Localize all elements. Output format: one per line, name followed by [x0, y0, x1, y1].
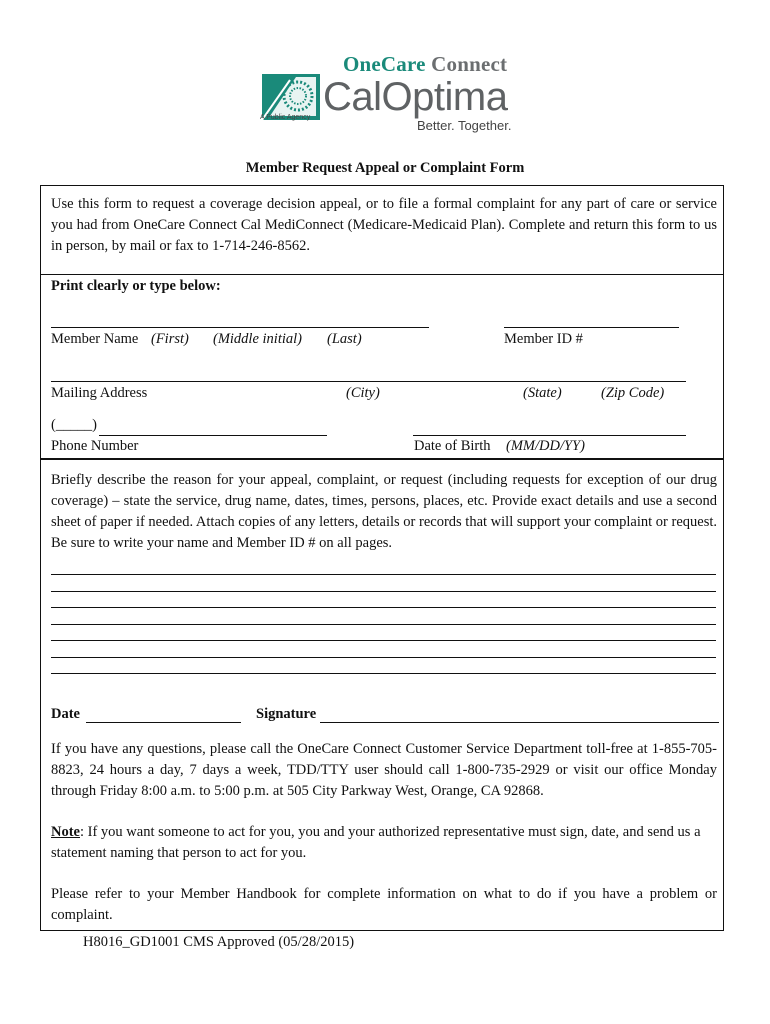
member-id-label: Member ID # — [504, 331, 583, 347]
first-label: (First) — [151, 331, 189, 347]
reason-line[interactable] — [51, 591, 716, 592]
phone-number-label: Phone Number — [51, 438, 139, 454]
signature-line[interactable] — [320, 722, 719, 723]
intro-text: Use this form to request a coverage decision appeal, or to file a formal complaint for any part of care or service you had from OneCare Connect Cal MediConnect (Medicare-Medicaid Plan). Complete and return this form to us in person, by mail or fax to 1-714-246-8562. — [51, 196, 717, 254]
date-line[interactable] — [86, 722, 241, 723]
date-label: Date — [51, 706, 80, 722]
dob-label: Date of Birth — [414, 438, 491, 454]
mailing-address-line[interactable] — [51, 381, 686, 382]
tagline: Better. Together. — [417, 118, 512, 133]
mailing-address-label: Mailing Address — [51, 385, 148, 401]
city-label: (City) — [346, 385, 380, 401]
reason-line[interactable] — [51, 640, 716, 641]
reason-line[interactable] — [51, 624, 716, 625]
reason-line[interactable] — [51, 607, 716, 608]
brand-caloptima: CalOptima — [323, 75, 508, 119]
reason-line[interactable] — [51, 673, 716, 674]
member-name-line[interactable] — [51, 327, 429, 328]
handbook-text: Please refer to your Member Handbook for complete information on what to do if you have a problem or complaint. — [51, 886, 717, 923]
footer-code: H8016_GD1001 CMS Approved (05/28/2015) — [83, 934, 355, 950]
print-heading: Print clearly or type below: — [51, 278, 221, 294]
middle-initial-label: (Middle initial) — [213, 331, 302, 347]
logo — [255, 52, 517, 140]
note-label: Note — [51, 824, 80, 840]
zip-label: (Zip Code) — [601, 385, 665, 401]
reason-instructions: Briefly describe the reason for your appeal, complaint, or request (including requests for exception of our drug coverage) – state the service, drug name, dates, times, persons, places, etc. Provide exact details and use a second sheet of paper if needed. Attach copies of any letters, details or records that will support your complaint or request. Be sure to write your name and Member ID # on all pages. — [51, 472, 717, 551]
signature-label: Signature — [256, 706, 317, 722]
member-name-label: Member Name — [51, 331, 139, 347]
section-divider-2 — [41, 458, 723, 460]
last-label: (Last) — [327, 331, 362, 347]
form-title: Member Request Appeal or Complaint Form — [245, 160, 525, 176]
note-paragraph — [51, 822, 717, 864]
reason-line[interactable] — [51, 574, 716, 575]
state-label: (State) — [523, 385, 562, 401]
dob-format-label: (MM/DD/YY) — [506, 438, 585, 454]
public-agency-label: A Public Agency — [260, 114, 311, 121]
phone-area-code: (_____) — [51, 417, 97, 433]
brand-connect: Connect — [431, 52, 508, 76]
section-divider-1 — [41, 274, 723, 275]
note-text: : If you want someone to act for you, you and your authorized representative must sign, date, and send us a statement naming that person to act for you. — [51, 824, 701, 861]
member-id-line[interactable] — [504, 327, 679, 328]
brand-onecare: OneCare — [343, 52, 426, 76]
reason-line[interactable] — [51, 657, 716, 658]
questions-text: If you have any questions, please call the OneCare Connect Customer Service Department toll-free at 1-855-705-8823, 24 hours a day, 7 days a week, TDD/TTY user should call 1-800-735-2929 or visit our office Monday through Friday 8:00 a.m. to 5:00 p.m. at 505 City Parkway West, Orange, CA 92868. — [51, 741, 717, 799]
form-box — [40, 185, 724, 931]
